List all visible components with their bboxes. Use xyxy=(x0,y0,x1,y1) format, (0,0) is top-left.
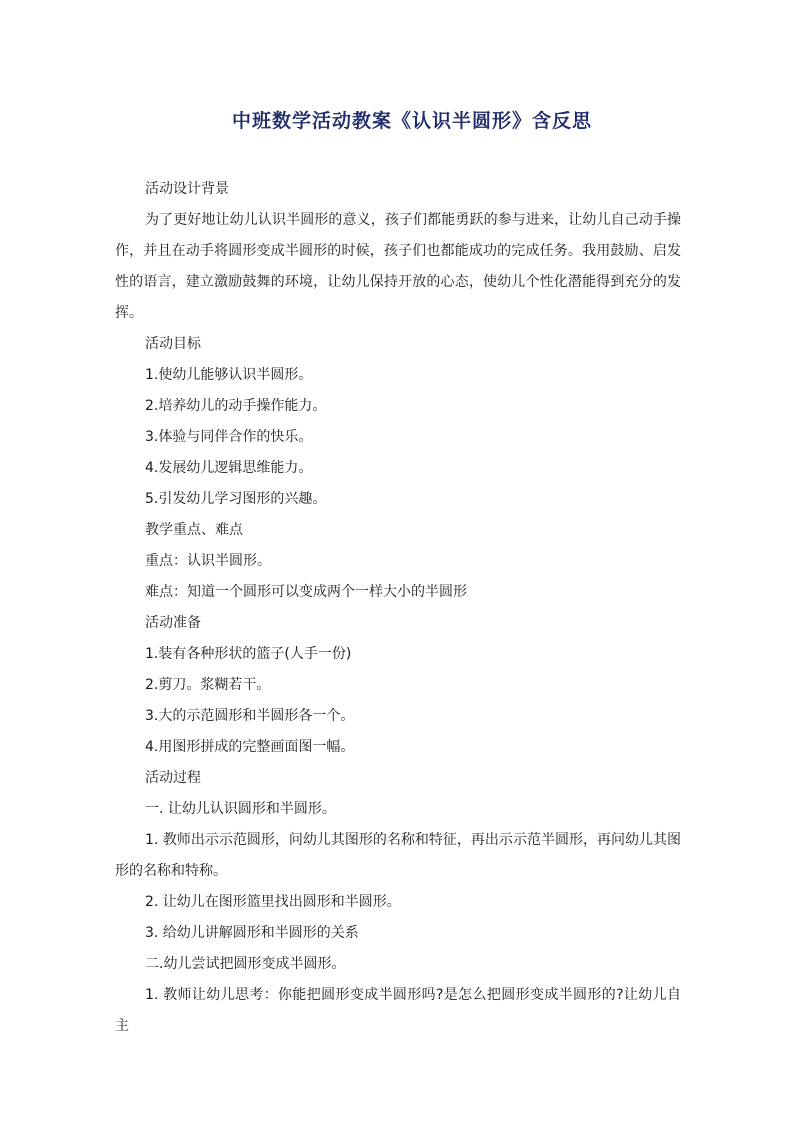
section-heading: 活动目标 xyxy=(145,336,201,352)
list-item: 2.培养幼儿的动手操作能力。 xyxy=(145,398,327,414)
document-body xyxy=(115,174,681,1042)
list-item: 1.装有各种形状的篮子(人手一份) xyxy=(145,646,352,662)
list-item: 二.幼儿尝试把圆形变成半圆形。 xyxy=(145,956,346,972)
list-item: 1. 教师让幼儿思考：你能把圆形变成半圆形吗?是怎么把圆形变成半圆形的?让幼儿自主 xyxy=(115,987,681,1034)
document-title: 中班数学活动教案《认识半圆形》含反思 xyxy=(231,110,592,132)
section-heading: 活动过程 xyxy=(145,770,201,786)
list-item: 2.剪刀。浆糊若干。 xyxy=(145,677,271,693)
paragraph: 为了更好地让幼儿认识半圆形的意义，孩子们都能勇跃的参与进来，让幼儿自己动手操作，并且在动手将圆形变成半圆形的时候，孩子们也都能成功的完成任务。我用鼓励、启发性的语言，建立激励鼓舞的环境，让幼儿保持开放的心态，使幼儿个性化潜能得到充分的发挥。 xyxy=(115,212,681,321)
list-item: 2. 让幼儿在图形篮里找出圆形和半圆形。 xyxy=(145,894,401,910)
section-heading: 教学重点、难点 xyxy=(145,522,243,538)
list-item: 3. 给幼儿讲解圆形和半圆形的关系 xyxy=(145,925,359,941)
list-item: 4.发展幼儿逻辑思维能力。 xyxy=(145,460,313,476)
section-heading: 活动设计背景 xyxy=(145,181,229,197)
list-item: 5.引发幼儿学习图形的兴趣。 xyxy=(145,491,327,507)
section-heading: 活动准备 xyxy=(145,615,201,631)
list-item: 3.大的示范圆形和半圆形各一个。 xyxy=(145,708,355,724)
paragraph: 重点：认识半圆形。 xyxy=(145,553,271,569)
list-item: 1.使幼儿能够认识半圆形。 xyxy=(145,367,313,383)
list-item: 一. 让幼儿认识圆形和半圆形。 xyxy=(145,801,336,817)
list-item: 1. 教师出示示范圆形，问幼儿其图形的名称和特征，再出示示范半圆形，再问幼儿其图形的名称和特称。 xyxy=(115,832,681,879)
paragraph: 难点：知道一个圆形可以变成两个一样大小的半圆形 xyxy=(145,584,467,600)
list-item: 3.体验与同伴合作的快乐。 xyxy=(145,429,313,445)
list-item: 4.用图形拼成的完整画面图一幅。 xyxy=(145,739,355,755)
